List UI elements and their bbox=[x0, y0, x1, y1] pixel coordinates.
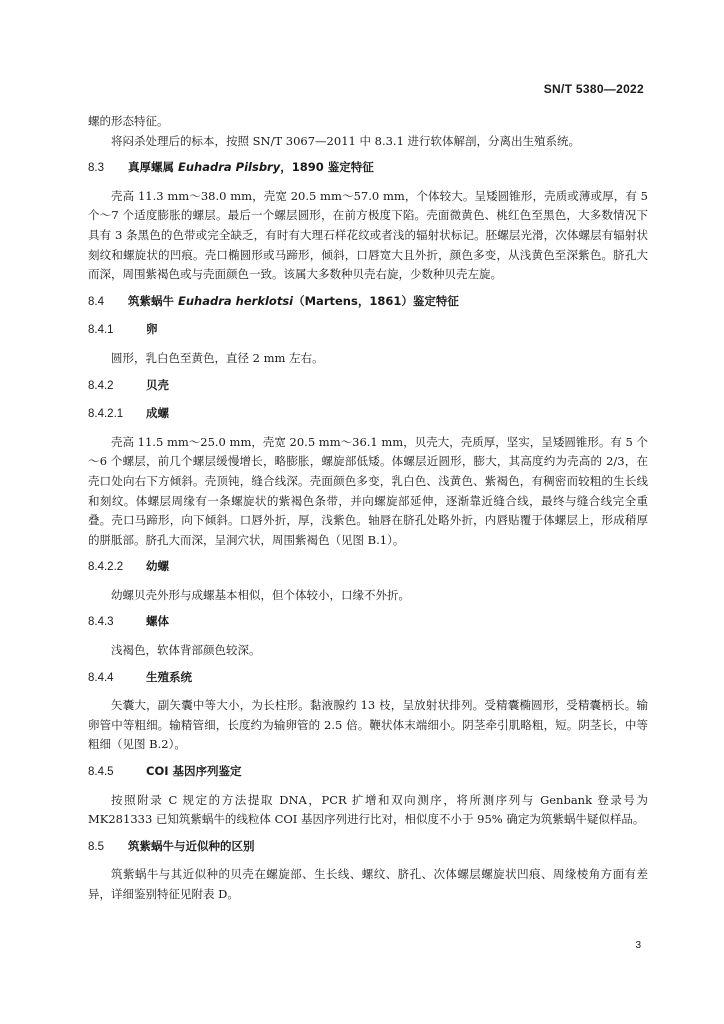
intro-paragraph-2: 将闷杀处理后的标本，按照 SN/T 3067—2011 中 8.3.1 进行软体解剖，分离出生殖系统。 bbox=[111, 133, 581, 148]
section-number: 8.4.5 bbox=[88, 766, 114, 779]
section-8-4-1-paragraph: 圆形，乳白色至黄色，直径 2 mm 左右。 bbox=[111, 350, 324, 365]
section-8-5-paragraph: 筑紫蜗牛与其近似种的贝壳在螺旋部、生长线、螺纹、脐孔、次体螺层螺旋状凹痕、周缘棱角方面有差异，详细鉴别特征见附表 D。 bbox=[88, 867, 648, 901]
section-title: 筑紫蜗牛与近似种的区别 bbox=[128, 838, 255, 853]
section-number: 8.4.2.2 bbox=[88, 561, 124, 574]
section-8-4-3-heading bbox=[88, 612, 648, 633]
section-number: 8.4.3 bbox=[88, 616, 114, 629]
section-8-4-2-1-heading bbox=[88, 404, 648, 425]
section-8-4-2-heading bbox=[88, 376, 648, 397]
section-number: 8.4.2.1 bbox=[88, 408, 124, 421]
section-title: 螺体 bbox=[146, 614, 169, 629]
section-number: 8.3 bbox=[88, 162, 104, 175]
section-8-4-2-1-paragraph: 壳高 11.5 mm～25.0 mm，壳宽 20.5 mm～36.1 mm，贝壳大，壳质厚，坚实，呈矮圆锥形。有 5 个～6 个螺层，前几个螺层缓慢增长，略膨胀，螺旋部低矮。体螺层近圆形，膨大，其高度约为壳高的 2/3，在壳口处向右下方倾斜。壳顶钝，缝合线深。壳面颜色多变，乳白色、浅黄色、紫褐色，有稠密而较粗的生长线和刻纹。体螺层周缘有一条螺旋状的紫褐色条带，并向螺旋部延伸，逐渐靠近缝合线，最终与缝合线完全重叠。壳口马蹄形，向下倾斜。口唇外折，厚，浅紫色。轴唇在脐孔处略外折，内唇贴覆于体螺层上，形成稍厚的胼胝部。脐孔大而深，呈洞穴状，周围紫褐色（见图 B.1）。 bbox=[88, 434, 648, 547]
section-8-4-5-paragraph: 按照附录 C 规定的方法提取 DNA，PCR 扩增和双向测序，将所测序列与 Genbank 登录号为 MK281333 已知筑紫蜗牛的线粒体 COI 基因序列进行比对，相似度不小于 95% 确定为筑紫蜗牛疑似样品。 bbox=[88, 792, 648, 827]
section-title: 贝壳 bbox=[146, 377, 169, 392]
section-8-3-heading bbox=[88, 158, 648, 179]
section-title: COI 基因序列鉴定 bbox=[146, 764, 242, 779]
section-8-4-2-2-heading bbox=[88, 557, 648, 578]
title-text: 筑紫蜗牛 bbox=[128, 293, 179, 308]
document-body bbox=[88, 112, 648, 905]
section-8-4-heading bbox=[88, 292, 648, 313]
section-8-4-4-paragraph: 矢囊大，副矢囊中等大小，为长柱形。黏液腺约 13 枝，呈放射状排列。受精囊椭圆形，受精囊柄长。输卵管中等粗细。输精管细，长度约为输卵管的 2.5 倍。鞭状体末端细小。阴茎牵引肌略粗，短。阴茎长，中等粗细（见图 B.2）。 bbox=[88, 698, 648, 752]
title-suffix: （Martens，1861）鉴定特征 bbox=[293, 293, 459, 308]
section-title: 生殖系统 bbox=[146, 669, 192, 684]
section-title: 幼螺 bbox=[146, 559, 169, 574]
section-8-5-heading bbox=[88, 837, 648, 858]
section-8-4-3-paragraph: 浅褐色，软体背部颜色较深。 bbox=[111, 643, 261, 658]
title-text: 真厚螺属 bbox=[128, 160, 179, 175]
section-title bbox=[128, 158, 374, 178]
section-number: 8.4 bbox=[88, 295, 104, 308]
section-number: 8.4.1 bbox=[88, 324, 114, 337]
intro-paragraph-1: 螺的形态特征。 bbox=[88, 114, 169, 128]
section-8-4-4-heading bbox=[88, 668, 648, 689]
standard-number-header: SN/T 5380—2022 bbox=[543, 82, 644, 96]
section-8-4-1-heading bbox=[88, 320, 648, 341]
section-8-4-5-heading bbox=[88, 762, 648, 783]
latin-name: Euhadra Pilsbry bbox=[178, 160, 281, 175]
page-number: 3 bbox=[635, 940, 641, 951]
title-suffix: ，1890 鉴定特征 bbox=[280, 160, 374, 175]
latin-name: Euhadra herklotsi bbox=[178, 293, 294, 308]
section-number: 8.5 bbox=[88, 840, 104, 853]
section-8-3-paragraph: 壳高 11.3 mm～38.0 mm，壳宽 20.5 mm～57.0 mm，个体较大。呈矮圆锥形，壳质或薄或厚，有 5 个～7 个适度膨胀的螺层。最后一个螺层圆形，在前方极度下陷。壳面微黄色、桃红色至黑色，大多数情况下具有 3 条黑色的色带或完全缺乏，有时有大理石样花纹或者浅的辐射状标记。胚螺层光滑，次体螺层有辐射状刻纹和螺旋状的凹痕。壳口椭圆形或马蹄形，倾斜，口唇宽大且外折，颜色多变，从浅黄色至深紫色。脐孔大而深，周围紫褐色或与壳面颜色一致。该属大多数种贝壳右旋，少数种贝壳左旋。 bbox=[88, 188, 648, 282]
section-8-4-2-2-paragraph: 幼螺贝壳外形与成螺基本相似，但个体较小，口缘不外折。 bbox=[111, 587, 410, 602]
section-title: 卵 bbox=[146, 322, 158, 337]
section-title bbox=[128, 292, 459, 312]
section-number: 8.4.2 bbox=[88, 379, 114, 392]
section-title: 成螺 bbox=[146, 406, 169, 421]
section-number: 8.4.4 bbox=[88, 671, 114, 684]
